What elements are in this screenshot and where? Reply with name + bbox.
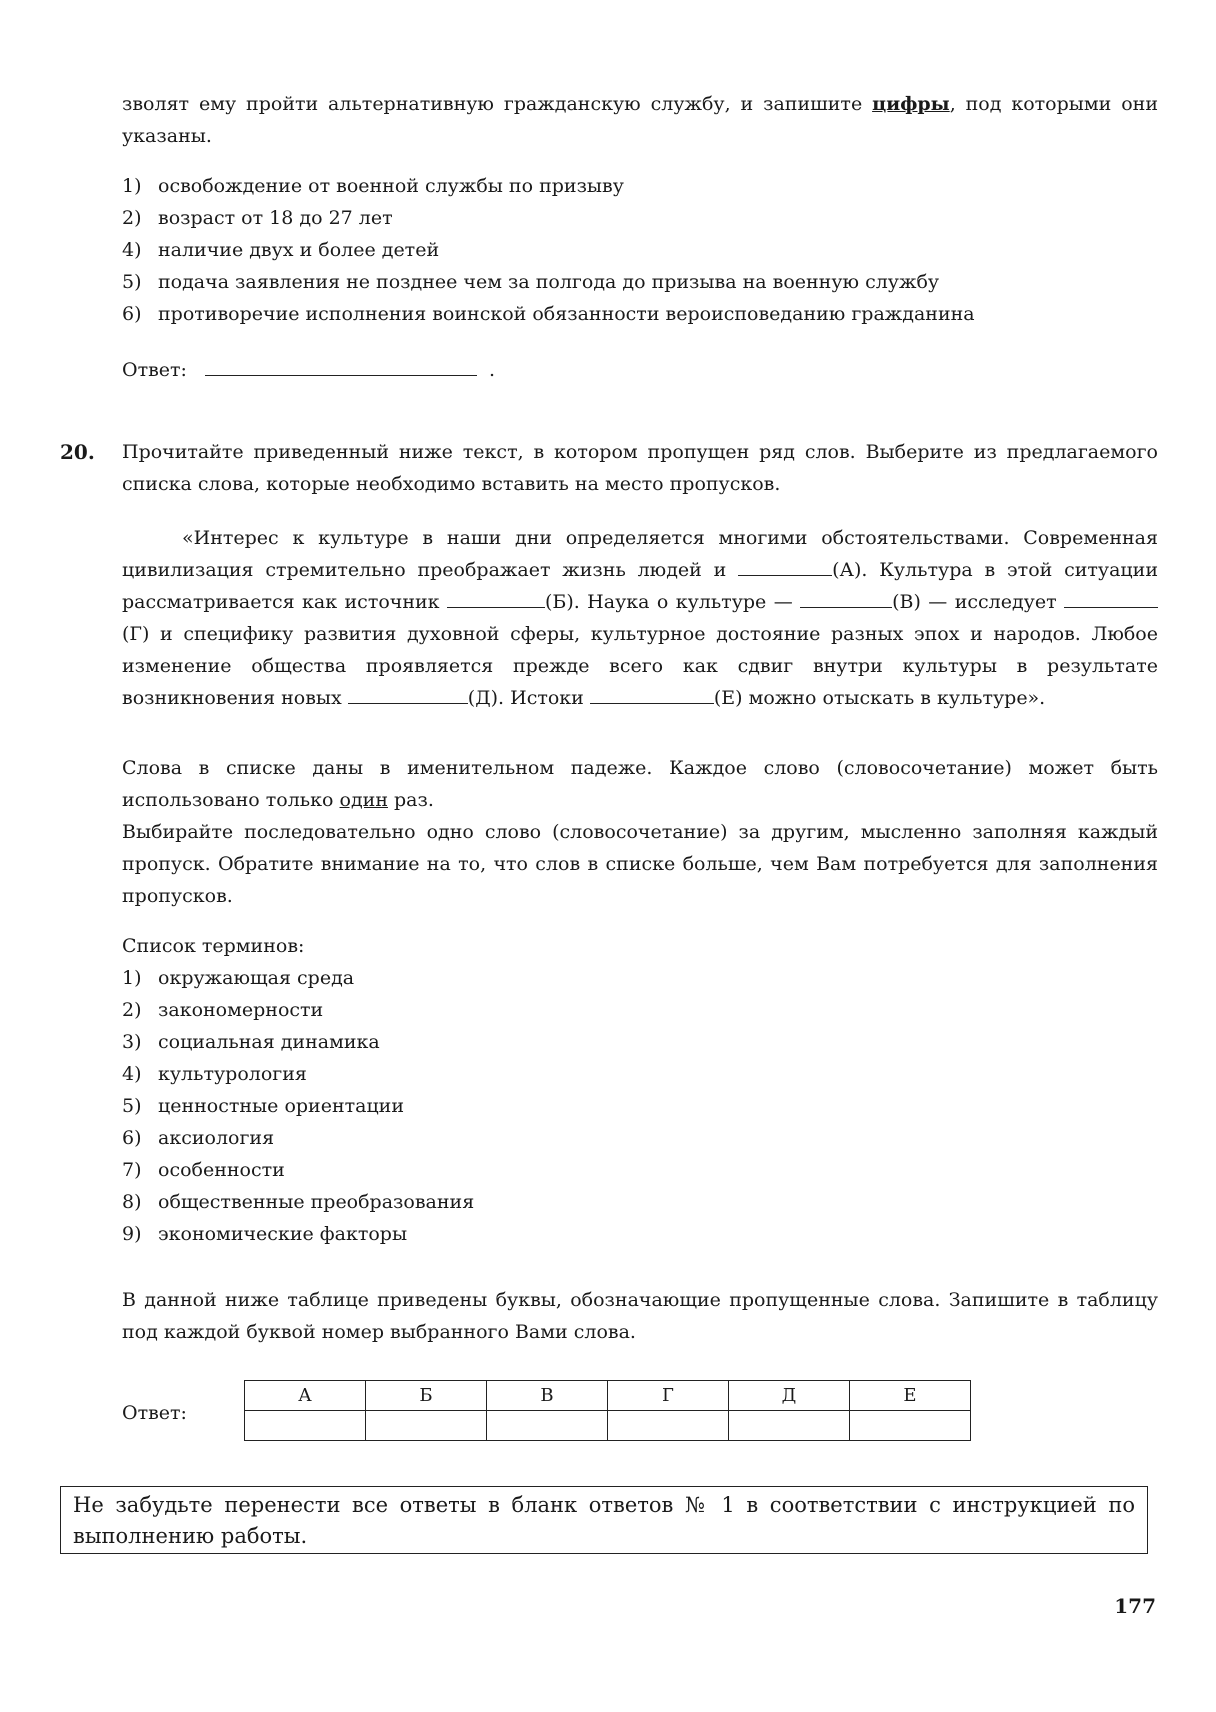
passage-part-2: (А). Культура в этой ситуации рассматривается как источник <box>122 559 1158 613</box>
q20-number: 20. <box>60 440 95 464</box>
terms-heading: Список терминов: <box>122 935 305 957</box>
answer-letter: В <box>487 1381 608 1411</box>
q19-intro-part2: , под которыми они указаны. <box>122 93 1158 147</box>
q19-option-item-number: 4) <box>122 239 142 261</box>
q19-option-item-text: подача заявления не позднее чем за полгода до призыва на военную службу <box>158 271 940 293</box>
reminder-box: Не забудьте перенести все ответы в бланк ответов № 1 в соответствии с инструкцией по выполнению работы. <box>60 1486 1148 1554</box>
q20-passage <box>122 522 1158 714</box>
blank-e[interactable] <box>590 685 714 704</box>
q19-option-item-text: противоречие исполнения воинской обязанности вероисповеданию гражданина <box>158 303 975 325</box>
q19-option-item-text: наличие двух и более детей <box>158 239 440 261</box>
q19-option-item-text: освобождение от военной службы по призыву <box>158 175 624 197</box>
blank-g[interactable] <box>1064 589 1158 608</box>
blank-b[interactable] <box>447 589 545 608</box>
term-item-number: 2) <box>122 999 142 1021</box>
answer-cell[interactable] <box>487 1411 608 1441</box>
q19-option-item <box>122 170 1158 202</box>
term-item-text: экономические факторы <box>158 1223 408 1245</box>
q20-terms <box>122 930 1158 1250</box>
q19-option-item-number: 6) <box>122 303 142 325</box>
q20-instruction-text: Прочитайте приведенный ниже текст, в котором пропущен ряд слов. Выберите из предлагаемого списка слова, которые необходимо вставить на место пропусков. <box>122 441 1158 495</box>
answer-cell[interactable] <box>245 1411 366 1441</box>
answer-table-header <box>245 1381 971 1411</box>
term-item-number: 1) <box>122 967 142 989</box>
passage-part-6: (Д). Истоки <box>467 687 590 709</box>
term-item-number: 5) <box>122 1095 142 1117</box>
answer-cell[interactable] <box>729 1411 850 1441</box>
term-item <box>122 962 1158 994</box>
answer-cell[interactable] <box>850 1411 971 1441</box>
blank-d[interactable] <box>348 685 468 704</box>
passage-part-4: (В) — исследует <box>892 591 1064 613</box>
rules-1b: один <box>339 789 388 811</box>
answer-table-cells <box>245 1411 971 1441</box>
blank-v[interactable] <box>800 589 892 608</box>
term-item-text: общественные преобразования <box>158 1191 475 1213</box>
term-item-number: 3) <box>122 1031 142 1053</box>
passage-part-1: «Интерес к культуре в наши дни определяется многими обстоятельствами. Современная цивилизация стремительно преображает жизнь людей и <box>122 527 1158 581</box>
blank-a[interactable] <box>738 557 832 576</box>
q20-rules-1 <box>122 752 1158 816</box>
q19-option-item <box>122 266 1158 298</box>
term-item-text: закономерности <box>158 999 324 1021</box>
q19-option-item-number: 2) <box>122 207 142 229</box>
q19-options-list <box>122 170 1158 330</box>
q20-rules-2: Выбирайте последовательно одно слово (словосочетание) за другим, мысленно заполняя каждый пропуск. Обратите внимание на то, что слов в списке больше, чем Вам потребуется для заполнения пропусков. <box>122 821 1158 907</box>
answer-letter: А <box>245 1381 366 1411</box>
term-item-text: социальная динамика <box>158 1031 380 1053</box>
term-item <box>122 1154 1158 1186</box>
q19-options <box>122 170 1158 330</box>
rules-1a: Слова в списке даны в именительном падеже. Каждое слово (словосочетание) может быть использовано только <box>122 757 1158 811</box>
q19-option-item <box>122 202 1158 234</box>
q20-passage-text <box>122 522 1158 714</box>
answer-letter: Б <box>366 1381 487 1411</box>
answer-cell[interactable] <box>608 1411 729 1441</box>
term-item <box>122 1218 1158 1250</box>
q19-intro-emphasis: цифры <box>872 93 950 115</box>
term-item-number: 9) <box>122 1223 142 1245</box>
q19-answer <box>122 354 1158 386</box>
passage-part-5: (Г) и специфику развития духовной сферы, культурное достояние разных эпох и народов. Любое изменение общества проявляется прежде всего как сдвиг внутри культуры в результате возникновения новых <box>122 623 1158 709</box>
q19-option-item <box>122 234 1158 266</box>
q19-option-item-text: возраст от 18 до 27 лет <box>158 207 393 229</box>
term-item-text: культурология <box>158 1063 307 1085</box>
q19-option-item-number: 5) <box>122 271 142 293</box>
term-item <box>122 1090 1158 1122</box>
passage-part-7: (Е) можно отыскать в культуре». <box>713 687 1046 709</box>
term-item-text: окружающая среда <box>158 967 355 989</box>
term-item-number: 7) <box>122 1159 142 1181</box>
q20-table-intro <box>122 1284 1158 1348</box>
term-item <box>122 1026 1158 1058</box>
term-item-text: особенности <box>158 1159 285 1181</box>
q19-intro <box>122 88 1158 152</box>
rules-1c: раз. <box>387 789 434 811</box>
q20-rules <box>122 752 1158 912</box>
q20-answer-label: Ответ: <box>122 1402 187 1424</box>
term-item-number: 8) <box>122 1191 142 1213</box>
q19-answer-label: Ответ: <box>122 359 187 381</box>
term-item <box>122 1186 1158 1218</box>
term-item <box>122 994 1158 1026</box>
terms-list <box>122 962 1158 1250</box>
q19-answer-field[interactable] <box>205 355 477 376</box>
answer-letter: Е <box>850 1381 971 1411</box>
term-item-number: 6) <box>122 1127 142 1149</box>
term-item <box>122 1122 1158 1154</box>
passage-part-3: (Б). Наука о культуре — <box>544 591 801 613</box>
answer-table <box>244 1380 971 1441</box>
answer-letter: Д <box>729 1381 850 1411</box>
term-item-text: аксиология <box>158 1127 275 1149</box>
table-intro-text: В данной ниже таблице приведены буквы, обозначающие пропущенные слова. Запишите в таблицу под каждой буквой номер выбранного Вами слова. <box>122 1289 1158 1343</box>
q19-intro-part1: зволят ему пройти альтернативную гражданскую службу, и запишите <box>122 93 873 115</box>
answer-cell[interactable] <box>366 1411 487 1441</box>
answer-letter: Г <box>608 1381 729 1411</box>
q19-option-item-number: 1) <box>122 175 142 197</box>
term-item <box>122 1058 1158 1090</box>
page-number: 177 <box>1114 1594 1156 1618</box>
term-item-number: 4) <box>122 1063 142 1085</box>
q19-answer-dot: . <box>488 359 495 381</box>
q19-option-item <box>122 298 1158 330</box>
term-item-text: ценностные ориентации <box>158 1095 405 1117</box>
q20-instruction <box>122 436 1158 500</box>
